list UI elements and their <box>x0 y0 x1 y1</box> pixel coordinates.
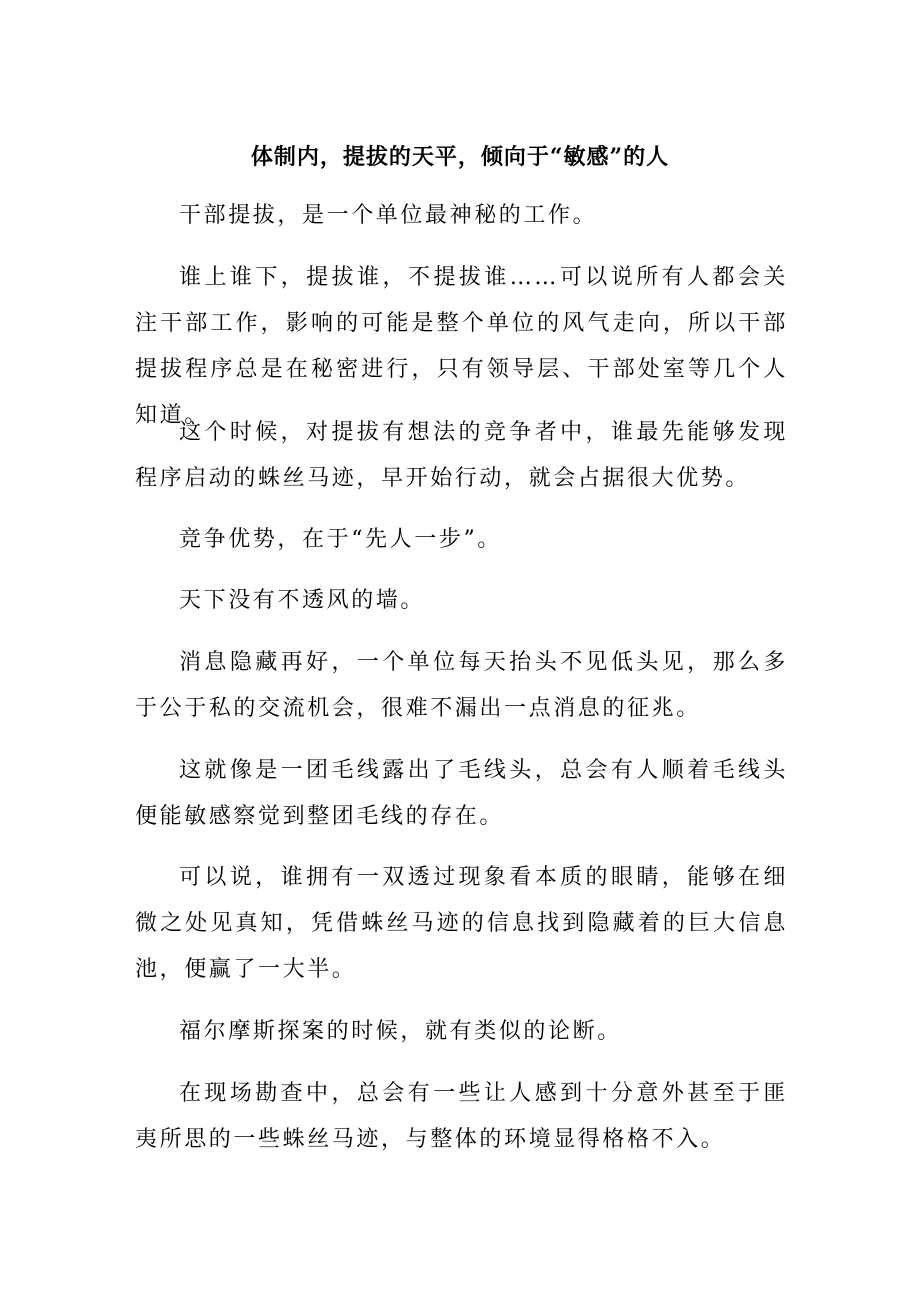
paragraph-1: 干部提拔，是一个单位最神秘的工作。 <box>179 203 598 228</box>
paragraph-3: 这个时候，对提拔有想法的竞争者中，谁最先能够发现程序启动的蛛丝马迹，早开始行动，就会占据很大优势。 <box>135 420 788 491</box>
paragraph-10: 在现场勘查中，总会有一些让人感到十分意外甚至于匪夷所思的一些蛛丝马迹，与整体的环境显得格格不入。 <box>135 1081 788 1152</box>
document-title: 体制内，提拔的天平，倾向于“敏感”的人 <box>250 144 670 170</box>
paragraph-7: 这就像是一团毛线露出了毛线头，总会有人顺着毛线头便能敏感察觉到整团毛线的存在。 <box>135 758 788 829</box>
paragraph-4: 竞争优势，在于“先人一步”。 <box>179 527 502 552</box>
paragraph-5: 天下没有不透风的墙。 <box>179 588 426 613</box>
paragraph-2: 谁上谁下，提拔谁，不提拔谁……可以说所有人都会关注干部工作，影响的可能是整个单位的风气走向，所以干部提拔程序总是在秘密进行，只有领导层、干部处室等几个人知道。 <box>135 265 788 428</box>
paragraph-8: 可以说，谁拥有一双透过现象看本质的眼睛，能够在细微之处见真知，凭借蛛丝马迹的信息找到隐藏着的巨大信息池，便赢了一大半。 <box>135 865 788 982</box>
paragraph-9: 福尔摩斯探案的时候，就有类似的论断。 <box>179 1019 622 1044</box>
paragraph-6: 消息隐藏再好，一个单位每天抬头不见低头见，那么多于公于私的交流机会，很难不漏出一点消息的征兆。 <box>135 650 788 721</box>
